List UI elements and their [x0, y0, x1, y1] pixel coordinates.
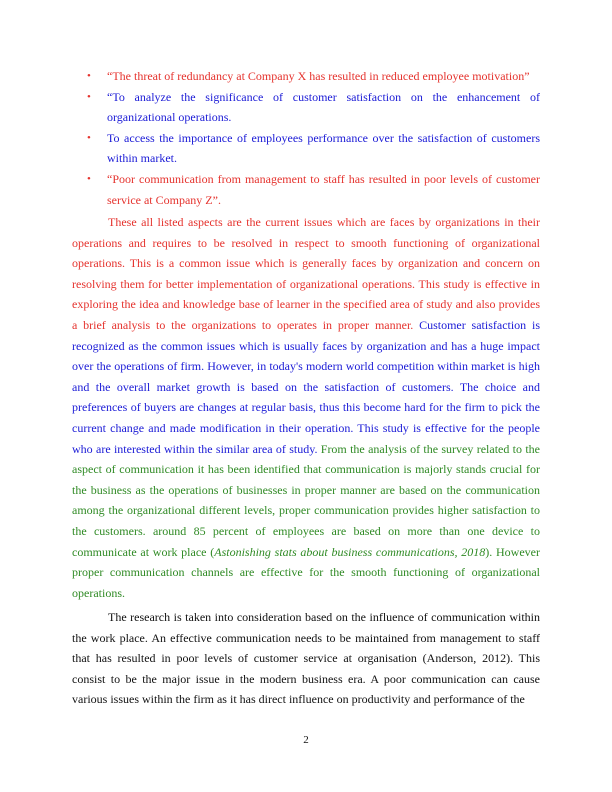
body-paragraph-research: The research is taken into consideration based on the influence of communication within the work place. An effective communication needs to be maintained from management to staff that has resulted in poor levels of customer service at organisation (Anderson, 2012). This consist to be the major issue in the modern business era. A poor communication can cause various issues within the firm as it has direct influence on productivity and performance of the: [72, 610, 540, 707]
bullet-item: [72, 87, 540, 128]
bullet-text: “To analyze the significance of customer satisfaction on the enhancement of organizational operations.: [107, 89, 540, 125]
bullet-item: [72, 128, 540, 169]
page-number: 2: [303, 734, 309, 746]
bullet-icon: •: [87, 131, 91, 144]
bullet-icon: •: [87, 90, 91, 103]
citation-text: Astonishing stats about business communications, 2018: [214, 544, 486, 559]
bullet-icon: •: [87, 172, 91, 185]
bullet-text: “Poor communication from management to staff has resulted in poor levels of customer service at Company Z”.: [107, 171, 540, 207]
issue-bullet-list: [72, 66, 540, 210]
bullet-text: To access the importance of employees performance over the satisfaction of customers within market.: [107, 130, 540, 166]
bullet-item: [72, 66, 540, 87]
bullet-text: “The threat of redundancy at Company X has resulted in reduced employee motivation”: [107, 69, 530, 83]
blue-text-segment: Customer satisfaction is recognized as the common issues which is usually faces by organization and has a huge impact over the operations of firm. However, in today's modern world competition within market is high and the overall market growth is based on the satisfaction of customers. The choice and preferences of buyers are changes at regular basis, thus this become hard for the firm to pick the current change and made modification in their operation. This study is effective for the people who are interested within the similar area of study.: [72, 317, 540, 456]
red-text-segment: These all listed aspects are the current issues which are faces by organizations in their operations and requires to be resolved in respect to smooth functioning of organizational operations. This is a common issue which is generally faces by organization and concern on resolving them for better implementation of organizational operations. This study is effective in exploring the idea and knowledge base of learner in the specified area of study and also provides a brief analysis to the organizations to operates in proper manner.: [72, 215, 540, 332]
bullet-item: [72, 169, 540, 210]
green-text-end: ). However proper communication channels are effective for the smooth functioning of organizational operations.: [72, 544, 540, 600]
bullet-icon: •: [87, 70, 91, 82]
green-text-segment: [72, 442, 540, 600]
body-paragraph-issues: [72, 212, 540, 603]
green-text: From the analysis of the survey related to the aspect of communication it has been identified that communication is majorly stands crucial for the business as the operations of businesses in proper manner are based on the communication among the organizational different levels, proper communication provides higher satisfaction to the customers. around 85 percent of employees are based on more than one device to communicate at work place (: [72, 441, 540, 559]
